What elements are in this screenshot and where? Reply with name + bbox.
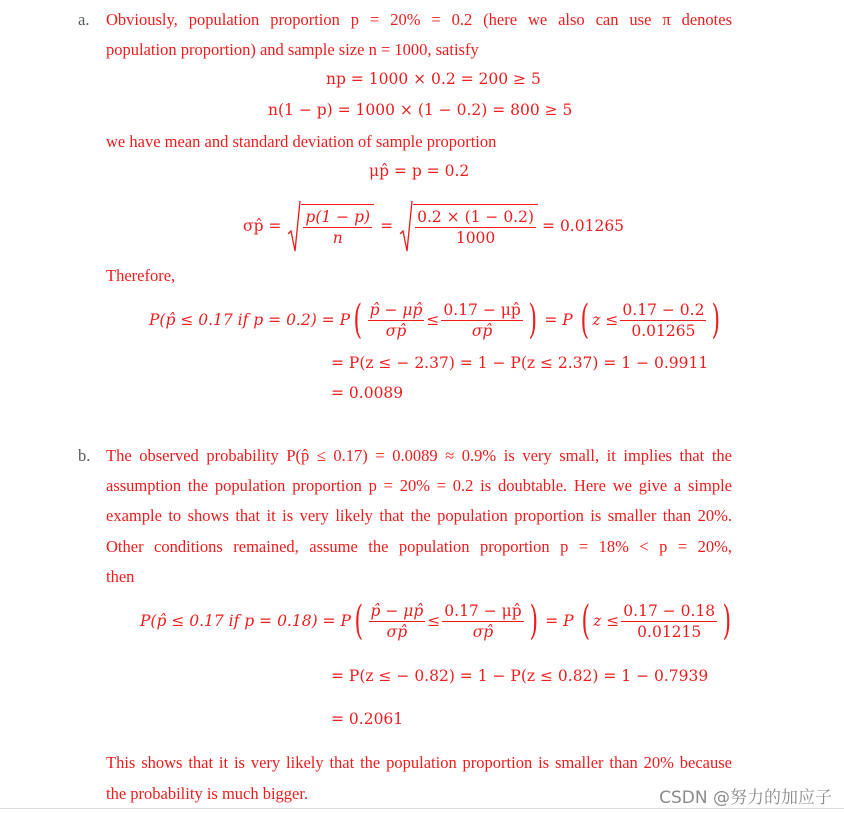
left-paren: ( [353,297,363,343]
fraction-values: $\frac{0.2 \times (1 - 0.2)}{1000}$ [417,208,535,247]
result-a: = 0.0089 [331,384,404,402]
conclusion-line-2: the probability is much bigger. [106,784,309,803]
item-marker-a: a. [78,10,90,29]
equation-n-one-minus-p: n(1 − p) = 1000 × (1 − 0.2) = 800 ≥ 5 [268,101,573,119]
fraction-p-over-n: $\frac{p(1 - p)}{n}$ [305,208,371,247]
part-b-line-3: example to shows that it is very likely that the population proportion is smaller than 20%. [106,506,732,525]
part-b-line-1: The observed probability P(p̂ ≤ 0.17) = 0.0089 ≈ 0.9% is very small, it implies that the [106,446,732,465]
therefore-text: Therefore, [106,266,176,285]
equation-sigma [243,196,624,256]
bottom-divider [0,808,844,809]
radical-sign-icon [399,200,413,252]
equation-probability-a: P(p̂ ≤ 0.17 if p = 0.2) = P ( $\frac{p̂ - \mu p̂}{\sigma p̂}$ ≤ $\frac{0.17 - \mu p̂}{\sigma p̂}$ ) = P ( z ≤ $\frac{0.17 - 0.2}{0.01265}$ ) [149,297,721,343]
fraction-bound: $\frac{0.17 - \mu p̂}{\sigma p̂}$ [443,300,521,340]
sqrt-2 [399,204,538,248]
equation-probability-b: P(p̂ ≤ 0.17 if p = 0.18) = P ( $\frac{p̂ - \mu p̂}{\sigma p̂}$ ≤ $\frac{0.17 - \mu p̂}{\sigma p̂}$ ) = P ( z ≤ $\frac{0.17 - 0.18}{0.01215}$ ) [140,598,732,644]
csdn-watermark: CSDN @努力的加应子 [659,788,832,808]
conclusion-line-1: This shows that it is very likely that the population proportion is smaller than 20% because [106,753,732,772]
fraction-standardized: $\frac{p̂ - \mu p̂}{\sigma p̂}$ [369,300,423,340]
equation-np: np = 1000 × 0.2 = 200 ≥ 5 [326,70,541,88]
equation-mean: μp̂ = p = 0.2 [369,162,470,180]
part-a-line-1: Obviously, population proportion p = 20% = 0.2 (here we also can use π denotes [106,10,732,29]
equation-z-b: = P(z ≤ − 0.82) = 1 − P(z ≤ 0.82) = 1 − 0.7939 [331,667,709,685]
part-a-line-2: population proportion) and sample size n = 1000, satisfy [106,40,479,59]
right-paren: ) [528,297,537,343]
part-b-line-4: Other conditions remained, assume the population proportion p = 18% < p = 20%, [106,537,732,556]
equation-z-a: = P(z ≤ − 2.37) = 1 − P(z ≤ 2.37) = 1 − 0.9911 [331,354,709,372]
result-b: = 0.2061 [331,710,404,728]
fraction-z-value: $\frac{0.17 - 0.2}{0.01265}$ [622,300,705,340]
item-marker-b: b. [78,446,91,465]
sqrt-1 [287,204,374,248]
sigma-equals: = [380,217,394,235]
part-b-line-5: then [106,567,135,586]
part-a-line-3: we have mean and standard deviation of sample proportion [106,132,497,151]
sigma-result: = 0.01265 [542,217,625,235]
radical-sign-icon [287,200,301,252]
part-b-line-2: assumption the population proportion p = 20% = 0.2 is doubtable. Here we give a simple [106,476,732,495]
sigma-lhs: σp̂ = [243,217,282,235]
